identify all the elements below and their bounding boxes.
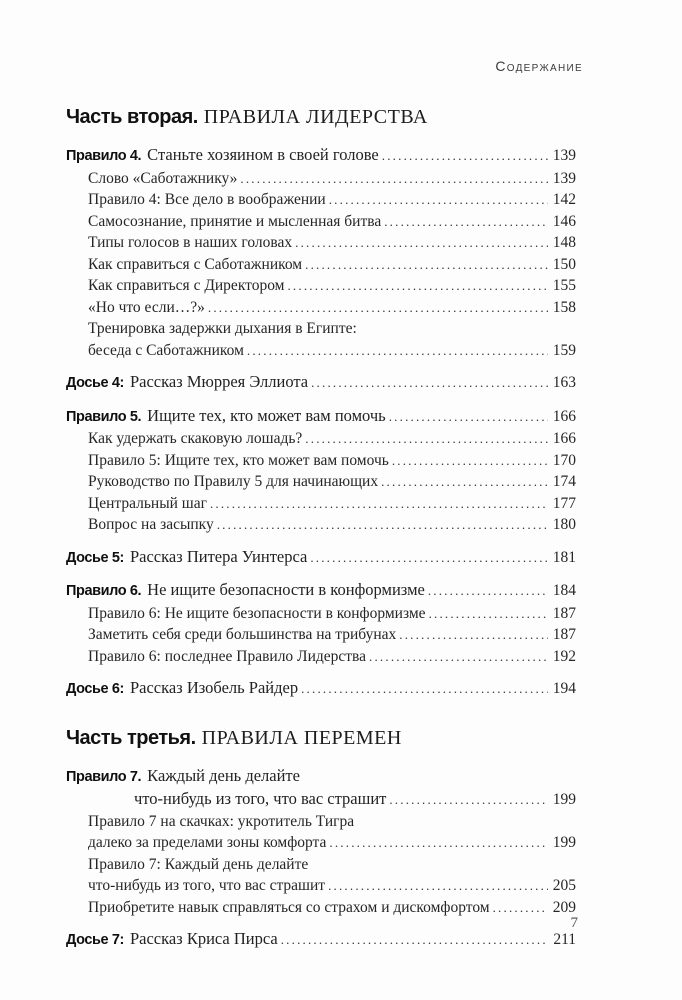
- dot-leader: [328, 875, 548, 897]
- entry-title: Типы голосов в наших головах: [88, 234, 293, 251]
- toc-entry: [66, 603, 576, 625]
- dossier-entry: [66, 677, 576, 701]
- entry-page-number: 139: [552, 147, 576, 164]
- part-label: Часть третья.: [66, 726, 196, 749]
- entry-title: Правило 6: Не ищите безопасности в конформизме: [88, 604, 426, 622]
- entry-page-number: 199: [552, 791, 576, 808]
- entry-title: Центральный шаг: [88, 494, 207, 512]
- entry-title: что-нибудь из того, что вас страшит: [88, 877, 326, 894]
- entry-page-number: 148: [552, 234, 576, 251]
- entry-title: Правило 4: Все дело в воображении: [88, 191, 326, 208]
- entry-title: беседа с Саботажником: [88, 341, 244, 359]
- toc-entry: [66, 405, 576, 429]
- dot-leader: [311, 372, 548, 394]
- part-heading: [66, 104, 576, 132]
- entry-label: Правило 5.: [66, 408, 142, 425]
- entry-page-number: 155: [552, 277, 576, 294]
- entry-title: «Но что если…?»: [88, 298, 205, 316]
- dot-leader: [281, 929, 549, 951]
- toc-entry: [66, 232, 576, 254]
- entry-title: Правило 5: Ищите тех, кто может вам помочь: [88, 451, 389, 469]
- toc-entry: [66, 450, 576, 472]
- entry-title: далеко за пределами зоны комфорта: [88, 834, 327, 851]
- toc-entry: [66, 788, 576, 811]
- entry-label: Досье 4:: [66, 375, 124, 391]
- entry-page-number: 187: [552, 604, 576, 622]
- toc-entry: [66, 765, 576, 789]
- dot-leader: [208, 297, 548, 319]
- entry-label: Досье 6:: [66, 681, 124, 697]
- entry-page-number: 163: [552, 374, 576, 391]
- table-of-contents: [66, 104, 576, 952]
- entry-page-number: 184: [552, 582, 576, 599]
- entry-title: что-нибудь из того, что вас страшит: [134, 789, 387, 808]
- entry-page-number: 166: [552, 407, 576, 425]
- entry-label: Правило 4.: [66, 148, 142, 164]
- entry-page-number: 209: [552, 898, 576, 916]
- dot-leader: [429, 603, 548, 625]
- dot-leader: [392, 450, 548, 472]
- entry-title: Ищите тех, кто может вам помочь: [147, 405, 386, 425]
- part-title: ПРАВИЛА ПЕРЕМЕН: [201, 726, 402, 749]
- entry-page-number: 146: [552, 212, 576, 230]
- entry-title: Рассказ Мюррея Эллиота: [129, 372, 309, 391]
- entry-title: Тренировка задержки дыхания в Египте:: [88, 320, 357, 337]
- dot-leader: [329, 189, 548, 211]
- entry-page-number: 205: [552, 877, 576, 894]
- entry-page-number: 180: [552, 516, 576, 533]
- dot-leader: [389, 406, 548, 428]
- toc-entry: [66, 832, 576, 854]
- entry-title: Самосознание, принятие и мысленная битва: [88, 212, 382, 230]
- entry-page-number: 139: [552, 169, 576, 187]
- part-label: Часть вторая.: [66, 106, 198, 128]
- toc-entry: [66, 318, 576, 340]
- entry-page-number: 192: [552, 647, 576, 665]
- toc-entry: [66, 340, 576, 362]
- toc-entry: [66, 811, 576, 833]
- entry-label: Досье 7:: [66, 932, 124, 948]
- dot-leader: [210, 493, 548, 515]
- dossier-entry: [66, 928, 576, 952]
- entry-title: Правило 6: последнее Правило Лидерства: [88, 647, 367, 665]
- entry-page-number: 194: [552, 680, 576, 697]
- toc-entry: [66, 646, 576, 668]
- toc-entry: [66, 897, 576, 919]
- entry-title: Правило 7: Каждый день делайте: [88, 855, 309, 873]
- dot-leader: [329, 832, 547, 854]
- entry-page-number: 199: [552, 834, 576, 851]
- dot-leader: [428, 580, 548, 602]
- entry-title: Как удержать скаковую лошадь?: [88, 430, 303, 447]
- part-title: ПРАВИЛА ЛИДЕРСТВА: [203, 106, 428, 128]
- entry-page-number: 211: [553, 931, 576, 948]
- toc-entry: [66, 297, 576, 319]
- entry-page-number: 142: [552, 191, 576, 208]
- entry-page-number: 150: [552, 255, 576, 273]
- dot-leader: [493, 897, 548, 919]
- toc-entry: [66, 275, 576, 297]
- toc-entry: [66, 579, 576, 603]
- entry-title: Станьте хозяином в своей голове: [147, 145, 379, 164]
- entry-title: Как справиться с Директором: [88, 277, 285, 294]
- entry-label: Правило 6.: [66, 583, 142, 599]
- entry-page-number: 170: [552, 451, 576, 469]
- dot-leader: [217, 514, 548, 536]
- entry-page-number: 166: [552, 430, 576, 447]
- toc-entry: [66, 144, 576, 168]
- dot-leader: [295, 232, 548, 254]
- toc-entry: [66, 875, 576, 897]
- dot-leader: [287, 275, 547, 297]
- dot-leader: [382, 145, 548, 167]
- dot-leader: [305, 254, 548, 276]
- toc-entry: [66, 211, 576, 233]
- entry-title: Рассказ Питера Уинтерса: [129, 546, 308, 566]
- entry-title: Вопрос на засыпку: [88, 516, 214, 533]
- entry-title: Заметить себя среди большинства на трибунах: [88, 626, 397, 643]
- entry-page-number: 181: [552, 548, 576, 566]
- toc-entry: [66, 514, 576, 536]
- toc-entry: [66, 428, 576, 450]
- entry-title: Рассказ Изобель Райдер: [129, 678, 299, 697]
- entry-page-number: 174: [552, 473, 576, 490]
- dot-leader: [240, 168, 547, 190]
- dot-leader: [399, 624, 548, 646]
- page-number-folio: 7: [570, 915, 578, 931]
- entry-page-number: 177: [552, 494, 576, 512]
- toc-entry: [66, 471, 576, 493]
- entry-label: Правило 7.: [66, 768, 142, 785]
- dot-leader: [381, 471, 548, 493]
- dossier-entry: [66, 546, 576, 570]
- entry-title: Руководство по Правилу 5 для начинающих: [88, 473, 379, 490]
- entry-page-number: 158: [552, 298, 576, 316]
- dot-leader: [369, 646, 548, 668]
- running-title: Содержание: [495, 58, 583, 74]
- entry-title: Слово «Саботажнику»: [88, 169, 238, 187]
- entry-title: Правило 7 на скачках: укротитель Тигра: [88, 812, 355, 830]
- entry-page-number: 187: [552, 626, 576, 643]
- toc-entry: [66, 854, 576, 876]
- entry-title: Каждый день делайте: [147, 765, 300, 785]
- dossier-entry: [66, 371, 576, 395]
- part-heading: [66, 725, 576, 753]
- dot-leader: [305, 428, 547, 450]
- entry-title: Не ищите безопасности в конформизме: [147, 580, 425, 599]
- dot-leader: [247, 340, 548, 362]
- toc-entry: [66, 254, 576, 276]
- entry-title: Приобретите навык справляться со страхом и дискомфортом: [88, 898, 490, 916]
- dot-leader: [389, 789, 547, 811]
- entry-title: Рассказ Криса Пирса: [129, 929, 278, 948]
- dot-leader: [310, 547, 547, 569]
- dot-leader: [301, 678, 548, 700]
- toc-entry: [66, 493, 576, 515]
- entry-label: Досье 5:: [66, 549, 124, 566]
- toc-entry: [66, 624, 576, 646]
- toc-entry: [66, 168, 576, 190]
- entry-title: Как справиться с Саботажником: [88, 255, 303, 273]
- dot-leader: [384, 211, 548, 233]
- entry-page-number: 159: [552, 341, 576, 359]
- toc-entry: [66, 189, 576, 211]
